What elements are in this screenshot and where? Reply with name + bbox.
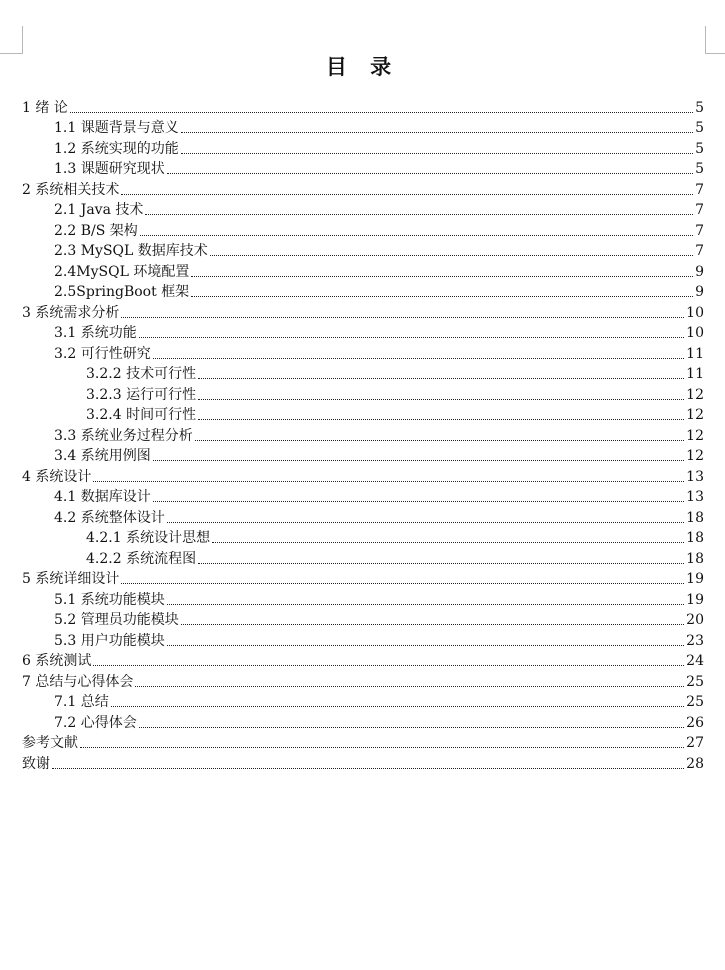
toc-dot-leader <box>198 563 684 564</box>
toc-dot-leader <box>167 522 684 523</box>
toc-entry[interactable] <box>22 362 704 383</box>
toc-dot-leader <box>198 419 684 420</box>
toc-page-number: 25 <box>686 694 704 710</box>
toc-entry[interactable] <box>22 526 704 547</box>
toc-entry[interactable] <box>22 628 704 649</box>
toc-entry-label: 1 绪 论 <box>22 99 68 116</box>
toc-dot-leader <box>111 706 684 707</box>
toc-page-number: 9 <box>695 263 704 280</box>
toc-page-number: 19 <box>686 571 704 587</box>
toc-entry-label: 3.3 系统业务过程分析 <box>54 427 193 444</box>
toc-page-number: 7 <box>695 243 704 259</box>
toc-dot-leader <box>139 727 684 728</box>
toc-page-number: 12 <box>686 448 704 464</box>
toc-entry[interactable] <box>22 403 704 424</box>
toc-dot-leader <box>135 686 684 687</box>
toc-dot-leader <box>93 665 684 666</box>
toc-entry[interactable] <box>22 546 704 567</box>
toc-entry[interactable] <box>22 157 704 178</box>
toc-entry-label: 2.4MySQL 环境配置 <box>54 263 190 280</box>
top-left-crop-mark <box>0 26 23 54</box>
toc-dot-leader <box>167 173 693 174</box>
toc-entry[interactable] <box>22 239 704 260</box>
toc-dot-leader <box>121 317 684 318</box>
toc-page-number: 12 <box>686 386 704 403</box>
toc-entry[interactable] <box>22 423 704 444</box>
toc-entry[interactable] <box>22 177 704 198</box>
page-title: 目 录 <box>325 54 400 79</box>
toc-page-number: 25 <box>686 673 704 690</box>
toc-dot-leader <box>167 604 684 605</box>
toc-entry-label: 3 系统需求分析 <box>22 304 120 321</box>
toc-dot-leader <box>121 583 684 584</box>
toc-dot-leader <box>195 440 684 441</box>
toc-entry-label: 6 系统测试 <box>22 653 92 669</box>
toc-dot-leader <box>191 296 693 297</box>
table-of-contents <box>22 95 704 772</box>
top-right-crop-mark <box>705 26 725 54</box>
toc-entry[interactable] <box>22 731 704 752</box>
toc-entry-label: 3.4 系统用例图 <box>54 448 151 464</box>
toc-entry[interactable] <box>22 280 704 301</box>
toc-entry[interactable] <box>22 485 704 506</box>
toc-entry[interactable] <box>22 341 704 362</box>
toc-page-number: 18 <box>686 530 704 546</box>
toc-page-number: 5 <box>695 140 704 157</box>
toc-page-number: 19 <box>686 591 704 608</box>
toc-entry-label: 4 系统设计 <box>22 468 92 485</box>
toc-page-number: 5 <box>695 99 704 116</box>
toc-page-number: 20 <box>686 612 704 628</box>
toc-page-number: 10 <box>686 304 704 321</box>
toc-entry[interactable] <box>22 567 704 588</box>
toc-entry-label: 3.1 系统功能 <box>54 325 137 341</box>
toc-entry[interactable] <box>22 198 704 219</box>
toc-entry[interactable] <box>22 444 704 465</box>
toc-page-number: 23 <box>686 632 704 649</box>
toc-dot-leader <box>181 153 693 154</box>
toc-dot-leader <box>212 542 684 543</box>
toc-entry[interactable] <box>22 259 704 280</box>
toc-page-number: 13 <box>686 489 704 505</box>
toc-entry-label: 4.2 系统整体设计 <box>54 509 165 526</box>
toc-entry-label: 1.3 课题研究现状 <box>54 161 165 177</box>
toc-dot-leader <box>198 378 684 379</box>
toc-entry-label: 5.3 用户功能模块 <box>54 632 165 649</box>
toc-entry-label: 4.1 数据库设计 <box>54 489 151 505</box>
toc-entry-label: 4.2.1 系统设计思想 <box>86 530 211 546</box>
toc-entry-label: 3.2 可行性研究 <box>54 345 151 362</box>
toc-entry-label: 2.1 Java 技术 <box>54 202 144 218</box>
toc-entry[interactable] <box>22 608 704 629</box>
toc-page-number: 7 <box>695 202 704 218</box>
toc-entry-label: 4.2.2 系统流程图 <box>86 550 197 567</box>
toc-dot-leader <box>139 337 684 338</box>
toc-entry-label: 1.1 课题背景与意义 <box>54 120 179 136</box>
toc-entry[interactable] <box>22 321 704 342</box>
toc-entry-label: 3.2.4 时间可行性 <box>86 407 197 423</box>
toc-dot-leader <box>153 358 684 359</box>
toc-entry[interactable] <box>22 136 704 157</box>
toc-dot-leader <box>167 645 684 646</box>
toc-page-number: 26 <box>686 714 704 731</box>
toc-dot-leader <box>153 501 684 502</box>
toc-entry[interactable] <box>22 710 704 731</box>
toc-entry[interactable] <box>22 300 704 321</box>
toc-entry-label: 7.2 心得体会 <box>54 714 137 731</box>
toc-entry[interactable] <box>22 751 704 772</box>
toc-page-number: 10 <box>686 325 704 341</box>
toc-entry[interactable] <box>22 95 704 116</box>
toc-entry-label: 2.2 B/S 架构 <box>54 222 138 239</box>
toc-page-number: 7 <box>695 181 704 198</box>
toc-dot-leader <box>121 194 693 195</box>
toc-dot-leader <box>52 768 684 769</box>
toc-entry-label: 3.2.2 技术可行性 <box>86 366 197 382</box>
toc-page-number: 12 <box>686 427 704 444</box>
toc-entry-label: 3.2.3 运行可行性 <box>86 386 197 403</box>
toc-page-number: 9 <box>695 284 704 300</box>
toc-entry-label: 2.5SpringBoot 框架 <box>54 284 190 300</box>
toc-dot-leader <box>93 481 684 482</box>
toc-page-number: 27 <box>686 735 704 751</box>
toc-page-number: 11 <box>686 366 704 382</box>
toc-entry-label: 致谢 <box>22 755 50 772</box>
toc-entry[interactable] <box>22 649 704 670</box>
toc-page-number: 18 <box>686 509 704 526</box>
toc-entry-label: 5.1 系统功能模块 <box>54 591 165 608</box>
toc-entry-label: 1.2 系统实现的功能 <box>54 140 179 157</box>
toc-entry[interactable] <box>22 669 704 690</box>
toc-entry-label: 2.3 MySQL 数据库技术 <box>54 243 208 259</box>
toc-page-number: 5 <box>695 161 704 177</box>
toc-page-number: 24 <box>686 653 704 669</box>
toc-dot-leader <box>140 235 693 236</box>
toc-dot-leader <box>145 214 693 215</box>
toc-entry-label: 7 总结与心得体会 <box>22 673 134 690</box>
toc-dot-leader <box>210 255 693 256</box>
toc-entry[interactable] <box>22 690 704 711</box>
toc-entry-label: 5 系统详细设计 <box>22 571 120 587</box>
toc-page-number: 11 <box>686 345 704 362</box>
toc-entry[interactable] <box>22 464 704 485</box>
toc-entry[interactable] <box>22 587 704 608</box>
toc-entry-label: 7.1 总结 <box>54 694 109 710</box>
toc-page-number: 5 <box>695 120 704 136</box>
toc-entry[interactable] <box>22 116 704 137</box>
toc-dot-leader <box>153 460 684 461</box>
toc-entry[interactable] <box>22 218 704 239</box>
toc-entry[interactable] <box>22 382 704 403</box>
toc-entry-label: 参考文献 <box>22 735 78 751</box>
toc-dot-leader <box>181 624 684 625</box>
toc-page-number: 18 <box>686 550 704 567</box>
toc-dot-leader <box>70 112 693 113</box>
toc-page-number: 12 <box>686 407 704 423</box>
toc-dot-leader <box>191 276 693 277</box>
toc-dot-leader <box>181 132 693 133</box>
toc-entry-label: 5.2 管理员功能模块 <box>54 612 179 628</box>
toc-page-number: 7 <box>695 222 704 239</box>
toc-dot-leader <box>80 747 684 748</box>
toc-dot-leader <box>198 399 684 400</box>
toc-entry-label: 2 系统相关技术 <box>22 181 120 198</box>
toc-entry[interactable] <box>22 505 704 526</box>
toc-page-number: 28 <box>686 755 704 772</box>
toc-page-number: 13 <box>686 468 704 485</box>
